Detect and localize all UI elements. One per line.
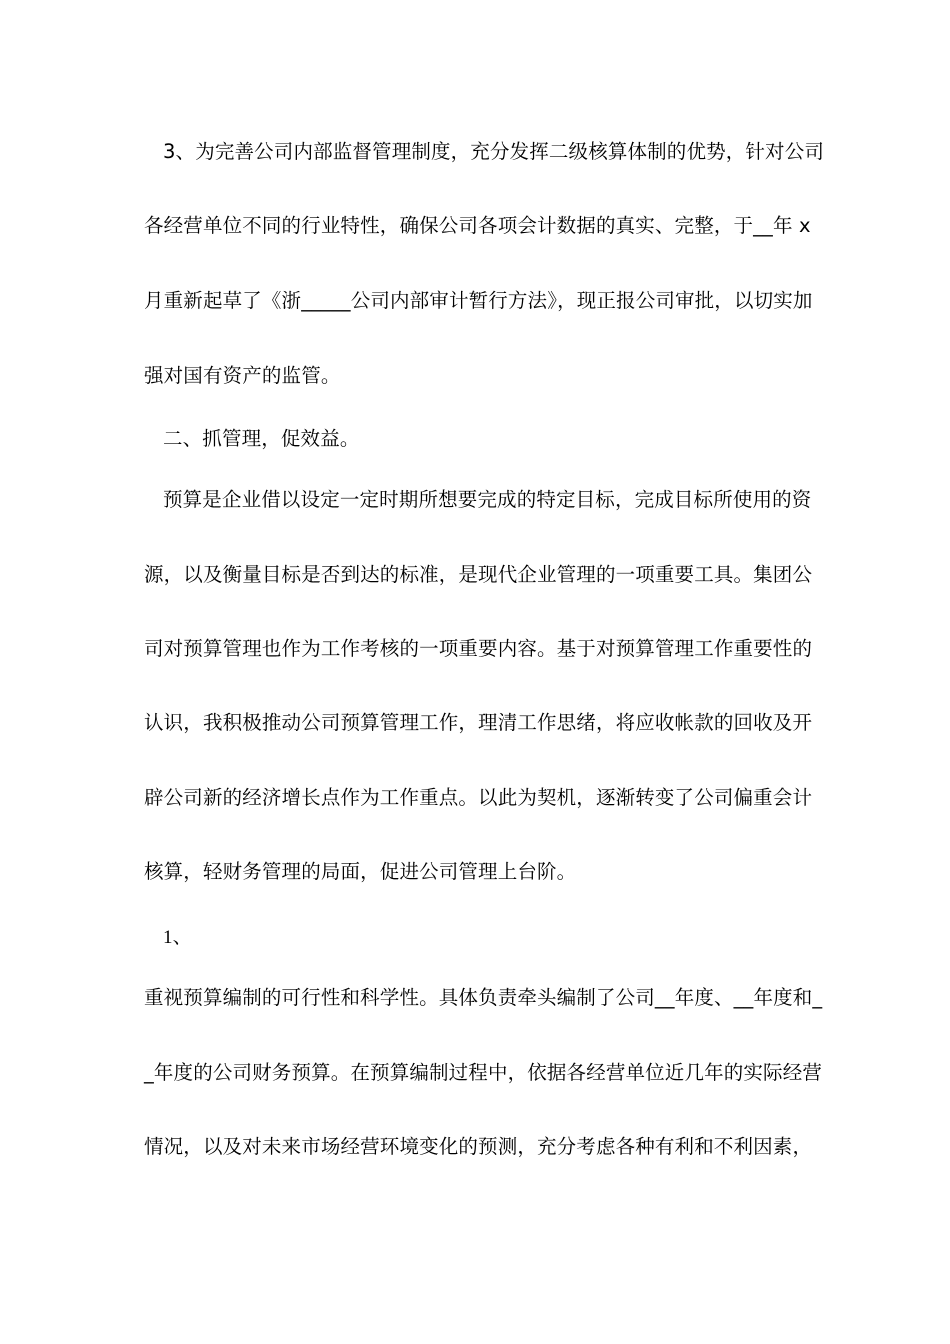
paragraph-3-line-4: 强对国有资产的监管。: [144, 364, 341, 387]
item-1-line-1: 重视预算编制的可行性和科学性。具体负责牵头编制了公司__年度、__年度和_: [144, 986, 823, 1009]
budget-paragraph-line-4: 认识，我积极推动公司预算管理工作，理清工作思绪，将应收帐款的回收及开: [144, 711, 813, 734]
budget-paragraph-line-3: 司对预算管理也作为工作考核的一项重要内容。基于对预算管理工作重要性的: [144, 637, 813, 660]
item-1-line-3: 情况，以及对未来市场经营环境变化的预测，充分考虑各种有利和不利因素，: [144, 1135, 813, 1158]
section-heading-2: 二、抓管理，促效益。: [163, 427, 360, 450]
item-1-line-2: _年度的公司财务预算。在预算编制过程中，依据各经营单位近几年的实际经营: [144, 1061, 823, 1084]
paragraph-3-line-3: 月重新起草了《浙_____公司内部审计暂行方法》，现正报公司审批，以切实加: [144, 289, 813, 312]
paragraph-3-line-1: 3、为完善公司内部监督管理制度，充分发挥二级核算体制的优势，针对公司: [163, 140, 825, 163]
budget-paragraph-line-6: 核算，轻财务管理的局面，促进公司管理上台阶。: [144, 860, 577, 883]
budget-paragraph-line-5: 辟公司新的经济增长点作为工作重点。以此为契机，逐渐转变了公司偏重会计: [144, 786, 813, 809]
item-number-1: 1、: [163, 927, 192, 948]
budget-paragraph-line-1: 预算是企业借以设定一定时期所想要完成的特定目标，完成目标所使用的资: [163, 488, 812, 511]
paragraph-3-line-2: 各经营单位不同的行业特性，确保公司各项会计数据的真实、完整，于__年 x: [144, 214, 811, 237]
budget-paragraph-line-2: 源，以及衡量目标是否到达的标准，是现代企业管理的一项重要工具。集团公: [144, 563, 813, 586]
